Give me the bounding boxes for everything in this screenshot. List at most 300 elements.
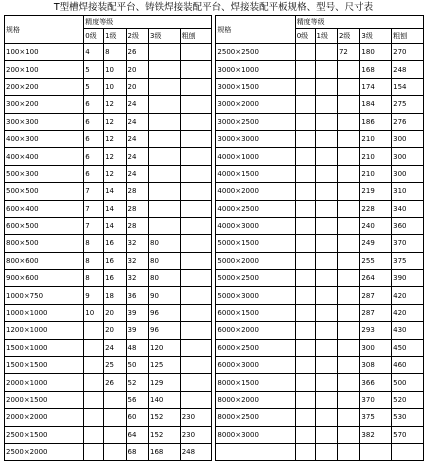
left-grade-2-cell: 24 (126, 148, 148, 165)
left-grade-3-cell (148, 130, 180, 147)
right-grade-1-cell (315, 165, 337, 182)
left-spec-cell: 600×400 (5, 200, 84, 217)
right-grade-3-cell: 308 (360, 357, 392, 374)
right-grade-2-cell (337, 409, 359, 426)
right-grade-3-cell: 255 (360, 252, 392, 269)
right-spec-cell: 5000×3000 (216, 287, 295, 304)
left-grade-0-cell (84, 426, 104, 443)
right-grade-0-cell (295, 270, 315, 287)
right-grade-2-cell (337, 252, 359, 269)
right-grade-3-cell: 249 (360, 235, 392, 252)
left-grade-3-cell (148, 200, 180, 217)
right-grade-3-cell: 186 (360, 113, 392, 130)
left-rough-planed-cell (180, 322, 212, 339)
right-grade-0-cell (295, 409, 315, 426)
left-grade-0-cell (84, 443, 104, 460)
left-grade-2-cell: 48 (126, 339, 148, 356)
table-row (5, 113, 424, 130)
right-spec-cell: 5000×2500 (216, 270, 295, 287)
left-grade-0-cell: 8 (84, 252, 104, 269)
left-spec-cell: 2000×2000 (5, 409, 84, 426)
right-rough-planed-cell: 520 (392, 391, 424, 408)
spec-header: 规格 (216, 16, 295, 44)
left-grade-0-cell: 8 (84, 235, 104, 252)
right-grade-0-cell (295, 183, 315, 200)
right-grade-1-cell (315, 357, 337, 374)
left-grade-1-cell: 10 (104, 78, 126, 95)
table-row (5, 391, 424, 408)
left-grade-2-cell: 24 (126, 96, 148, 113)
left-rough-planed-cell (180, 113, 212, 130)
left-spec-cell: 2500×1500 (5, 426, 84, 443)
table-row (5, 61, 424, 78)
table-row (5, 235, 424, 252)
left-spec-cell: 600×500 (5, 217, 84, 234)
right-rough-planed-cell (392, 443, 424, 460)
left-rough-planed-cell (180, 183, 212, 200)
table-row (5, 287, 424, 304)
right-grade-1-cell (315, 200, 337, 217)
grade-2-header: 2级 (126, 29, 148, 44)
right-spec-cell: 6000×3000 (216, 357, 295, 374)
right-rough-planed-cell: 300 (392, 130, 424, 147)
grade-0-header: 0级 (84, 29, 104, 44)
left-grade-3-cell (148, 165, 180, 182)
right-rough-planed-cell: 430 (392, 322, 424, 339)
left-grade-1-cell: 14 (104, 183, 126, 200)
left-rough-planed-cell (180, 61, 212, 78)
table-row (5, 44, 424, 61)
right-rough-planed-cell: 300 (392, 148, 424, 165)
table-row (5, 183, 424, 200)
right-grade-1-cell (315, 374, 337, 391)
left-spec-cell: 1200×1000 (5, 322, 84, 339)
left-grade-2-cell: 32 (126, 235, 148, 252)
left-grade-1-cell: 16 (104, 252, 126, 269)
left-rough-planed-cell (180, 200, 212, 217)
left-grade-0-cell: 7 (84, 200, 104, 217)
right-grade-3-cell: 300 (360, 339, 392, 356)
left-grade-3-cell (148, 96, 180, 113)
right-spec-cell: 3000×3000 (216, 130, 295, 147)
left-grade-1-cell: 20 (104, 304, 126, 321)
right-rough-planed-cell: 420 (392, 304, 424, 321)
left-grade-1-cell: 12 (104, 165, 126, 182)
right-rough-planed-cell: 420 (392, 287, 424, 304)
right-grade-2-cell (337, 287, 359, 304)
left-grade-0-cell (84, 409, 104, 426)
right-grade-3-cell (360, 443, 392, 460)
left-grade-0-cell: 6 (84, 113, 104, 130)
left-grade-2-cell: 24 (126, 130, 148, 147)
table-row (5, 200, 424, 217)
right-spec-cell: 5000×1500 (216, 235, 295, 252)
right-grade-1-cell (315, 426, 337, 443)
right-spec-cell: 2500×2500 (216, 44, 295, 61)
right-grade-0-cell (295, 78, 315, 95)
table-row (5, 357, 424, 374)
right-grade-2-cell (337, 200, 359, 217)
right-grade-0-cell (295, 426, 315, 443)
right-grade-2-cell (337, 391, 359, 408)
right-rough-planed-cell: 570 (392, 426, 424, 443)
left-rough-planed-cell (180, 252, 212, 269)
right-grade-3-cell: 219 (360, 183, 392, 200)
right-grade-0-cell (295, 113, 315, 130)
left-grade-3-cell: 125 (148, 357, 180, 374)
right-grade-1-cell (315, 183, 337, 200)
left-spec-cell: 900×600 (5, 270, 84, 287)
right-spec-cell: 6000×2500 (216, 339, 295, 356)
grade-header: 精度等级 (295, 16, 423, 29)
right-grade-2-cell (337, 183, 359, 200)
table-row (5, 426, 424, 443)
right-grade-0-cell (295, 165, 315, 182)
right-grade-2-cell (337, 78, 359, 95)
left-grade-2-cell: 50 (126, 357, 148, 374)
right-grade-0-cell (295, 304, 315, 321)
left-rough-planed-cell (180, 148, 212, 165)
right-rough-planed-cell: 275 (392, 96, 424, 113)
left-grade-1-cell: 12 (104, 130, 126, 147)
right-grade-3-cell: 210 (360, 165, 392, 182)
left-grade-1-cell: 14 (104, 200, 126, 217)
right-grade-3-cell: 210 (360, 148, 392, 165)
left-grade-1-cell (104, 426, 126, 443)
table-row (5, 322, 424, 339)
right-spec-cell: 3000×2500 (216, 113, 295, 130)
right-grade-1-cell (315, 322, 337, 339)
table-row (5, 165, 424, 182)
left-grade-0-cell: 5 (84, 78, 104, 95)
left-grade-1-cell: 20 (104, 322, 126, 339)
grade-1-header: 1级 (315, 29, 337, 44)
right-spec-cell: 4000×1500 (216, 165, 295, 182)
right-spec-cell: 3000×1000 (216, 61, 295, 78)
right-spec-cell: 4000×2500 (216, 200, 295, 217)
right-grade-3-cell: 174 (360, 78, 392, 95)
left-grade-2-cell: 64 (126, 426, 148, 443)
left-spec-cell: 500×500 (5, 183, 84, 200)
spec-table (4, 15, 424, 461)
left-rough-planed-cell (180, 96, 212, 113)
left-grade-2-cell: 60 (126, 409, 148, 426)
left-spec-cell: 2500×2000 (5, 443, 84, 460)
left-grade-3-cell: 80 (148, 252, 180, 269)
right-rough-planed-cell: 530 (392, 409, 424, 426)
right-grade-1-cell (315, 61, 337, 78)
table-row (5, 78, 424, 95)
left-spec-cell: 1500×1000 (5, 339, 84, 356)
table-row (5, 339, 424, 356)
left-spec-cell: 1000×750 (5, 287, 84, 304)
left-grade-1-cell: 12 (104, 96, 126, 113)
right-grade-0-cell (295, 61, 315, 78)
left-rough-planed-cell: 248 (180, 443, 212, 460)
right-grade-1-cell (315, 113, 337, 130)
left-spec-cell: 1000×1000 (5, 304, 84, 321)
table-row (5, 443, 424, 460)
left-grade-2-cell: 68 (126, 443, 148, 460)
left-grade-3-cell: 140 (148, 391, 180, 408)
left-spec-cell: 1500×1500 (5, 357, 84, 374)
left-grade-2-cell: 24 (126, 165, 148, 182)
right-grade-2-cell (337, 61, 359, 78)
right-rough-planed-cell: 500 (392, 374, 424, 391)
right-grade-3-cell: 287 (360, 304, 392, 321)
left-rough-planed-cell (180, 391, 212, 408)
right-grade-2-cell (337, 304, 359, 321)
left-rough-planed-cell (180, 235, 212, 252)
left-grade-3-cell: 80 (148, 270, 180, 287)
right-spec-cell: 6000×1500 (216, 304, 295, 321)
right-grade-2-cell (337, 130, 359, 147)
right-rough-planed-cell: 300 (392, 165, 424, 182)
grade-1-header: 1级 (104, 29, 126, 44)
left-grade-3-cell: 129 (148, 374, 180, 391)
right-grade-0-cell (295, 96, 315, 113)
right-spec-cell: 8000×1500 (216, 374, 295, 391)
left-grade-2-cell: 20 (126, 61, 148, 78)
left-grade-3-cell: 90 (148, 287, 180, 304)
right-grade-3-cell: 293 (360, 322, 392, 339)
right-grade-1-cell (315, 44, 337, 61)
right-grade-0-cell (295, 217, 315, 234)
right-rough-planed-cell: 276 (392, 113, 424, 130)
left-rough-planed-cell (180, 339, 212, 356)
table-row (5, 270, 424, 287)
table-row (5, 148, 424, 165)
left-grade-1-cell: 25 (104, 357, 126, 374)
spec-header: 规格 (5, 16, 84, 44)
right-grade-3-cell: 228 (360, 200, 392, 217)
left-grade-0-cell: 6 (84, 96, 104, 113)
left-grade-0-cell (84, 391, 104, 408)
left-grade-2-cell: 28 (126, 183, 148, 200)
left-grade-2-cell: 56 (126, 391, 148, 408)
left-spec-cell: 800×600 (5, 252, 84, 269)
right-grade-2-cell (337, 339, 359, 356)
right-grade-0-cell (295, 235, 315, 252)
right-rough-planed-cell: 375 (392, 252, 424, 269)
right-grade-0-cell (295, 200, 315, 217)
right-spec-cell: 8000×3000 (216, 426, 295, 443)
left-rough-planed-cell (180, 165, 212, 182)
left-grade-3-cell (148, 44, 180, 61)
right-grade-1-cell (315, 339, 337, 356)
table-row (5, 252, 424, 269)
right-spec-cell: 4000×3000 (216, 217, 295, 234)
right-grade-1-cell (315, 443, 337, 460)
right-grade-2-cell (337, 374, 359, 391)
right-grade-1-cell (315, 409, 337, 426)
right-rough-planed-cell: 340 (392, 200, 424, 217)
right-grade-3-cell: 180 (360, 44, 392, 61)
right-grade-0-cell (295, 339, 315, 356)
left-grade-1-cell: 24 (104, 339, 126, 356)
right-rough-planed-cell: 310 (392, 183, 424, 200)
page-title: T型槽焊接装配平台、铸铁焊接装配平台、焊接装配平板规格、型号、尺寸表 (53, 2, 374, 13)
left-grade-3-cell (148, 113, 180, 130)
left-grade-2-cell: 24 (126, 113, 148, 130)
left-rough-planed-cell (180, 270, 212, 287)
left-spec-cell: 400×300 (5, 130, 84, 147)
grade-header: 精度等级 (84, 16, 212, 29)
right-grade-1-cell (315, 148, 337, 165)
table-row (5, 409, 424, 426)
right-spec-cell: 8000×2500 (216, 409, 295, 426)
right-spec-cell: 6000×2000 (216, 322, 295, 339)
rough-planed-header: 粗刨 (180, 29, 212, 44)
left-rough-planed-cell (180, 287, 212, 304)
right-grade-0-cell (295, 252, 315, 269)
left-grade-0-cell (84, 357, 104, 374)
right-grade-1-cell (315, 252, 337, 269)
right-grade-0-cell (295, 287, 315, 304)
right-grade-2-cell (337, 217, 359, 234)
right-grade-1-cell (315, 235, 337, 252)
left-grade-3-cell: 80 (148, 235, 180, 252)
left-spec-cell: 500×300 (5, 165, 84, 182)
right-grade-1-cell (315, 304, 337, 321)
right-grade-3-cell: 184 (360, 96, 392, 113)
right-grade-0-cell (295, 357, 315, 374)
left-grade-3-cell (148, 78, 180, 95)
right-grade-2-cell (337, 165, 359, 182)
right-rough-planed-cell: 450 (392, 339, 424, 356)
right-rough-planed-cell: 360 (392, 217, 424, 234)
left-grade-0-cell (84, 322, 104, 339)
left-grade-2-cell: 32 (126, 270, 148, 287)
right-spec-cell: 3000×2000 (216, 96, 295, 113)
right-grade-3-cell: 375 (360, 409, 392, 426)
right-rough-planed-cell: 370 (392, 235, 424, 252)
left-grade-1-cell: 12 (104, 113, 126, 130)
left-rough-planed-cell (180, 130, 212, 147)
left-grade-1-cell (104, 391, 126, 408)
left-spec-cell: 200×100 (5, 61, 84, 78)
left-grade-1-cell: 18 (104, 287, 126, 304)
left-rough-planed-cell (180, 44, 212, 61)
left-grade-0-cell: 7 (84, 183, 104, 200)
right-spec-cell: 4000×2000 (216, 183, 295, 200)
left-grade-3-cell: 96 (148, 304, 180, 321)
right-spec-cell: 3000×1500 (216, 78, 295, 95)
left-grade-1-cell: 8 (104, 44, 126, 61)
right-grade-3-cell: 210 (360, 130, 392, 147)
table-row (5, 217, 424, 234)
left-grade-2-cell: 52 (126, 374, 148, 391)
right-grade-1-cell (315, 287, 337, 304)
right-spec-cell (216, 443, 295, 460)
table-row (5, 130, 424, 147)
right-grade-3-cell: 240 (360, 217, 392, 234)
left-grade-2-cell: 28 (126, 200, 148, 217)
left-grade-2-cell: 32 (126, 252, 148, 269)
left-rough-planed-cell (180, 78, 212, 95)
right-grade-2-cell (337, 443, 359, 460)
right-grade-2-cell (337, 113, 359, 130)
left-grade-0-cell: 6 (84, 130, 104, 147)
left-grade-0-cell: 8 (84, 270, 104, 287)
left-grade-1-cell: 14 (104, 217, 126, 234)
left-grade-1-cell: 16 (104, 270, 126, 287)
left-grade-3-cell (148, 217, 180, 234)
right-grade-3-cell: 287 (360, 287, 392, 304)
right-grade-2-cell (337, 235, 359, 252)
right-grade-1-cell (315, 270, 337, 287)
grade-0-header: 0级 (295, 29, 315, 44)
left-spec-cell: 400×400 (5, 148, 84, 165)
left-spec-cell: 300×300 (5, 113, 84, 130)
right-rough-planed-cell: 154 (392, 78, 424, 95)
right-spec-cell: 4000×1000 (216, 148, 295, 165)
left-grade-2-cell: 39 (126, 304, 148, 321)
spec-table-body (5, 44, 424, 461)
right-grade-2-cell (337, 148, 359, 165)
left-grade-0-cell: 10 (84, 304, 104, 321)
left-rough-planed-cell: 230 (180, 409, 212, 426)
left-grade-1-cell: 26 (104, 374, 126, 391)
right-grade-1-cell (315, 217, 337, 234)
left-rough-planed-cell (180, 304, 212, 321)
left-grade-3-cell: 152 (148, 409, 180, 426)
right-grade-2-cell (337, 96, 359, 113)
left-grade-2-cell: 36 (126, 287, 148, 304)
right-grade-3-cell: 264 (360, 270, 392, 287)
right-grade-2-cell (337, 357, 359, 374)
right-grade-0-cell (295, 374, 315, 391)
right-grade-3-cell: 366 (360, 374, 392, 391)
left-grade-0-cell: 7 (84, 217, 104, 234)
table-row (5, 374, 424, 391)
left-spec-cell: 2000×1000 (5, 374, 84, 391)
right-grade-0-cell (295, 443, 315, 460)
left-grade-3-cell: 152 (148, 426, 180, 443)
left-spec-cell: 100×100 (5, 44, 84, 61)
right-grade-1-cell (315, 130, 337, 147)
left-rough-planed-cell: 230 (180, 426, 212, 443)
right-grade-3-cell: 168 (360, 61, 392, 78)
right-rough-planed-cell: 460 (392, 357, 424, 374)
left-grade-0-cell: 9 (84, 287, 104, 304)
right-grade-2-cell (337, 426, 359, 443)
right-grade-0-cell (295, 322, 315, 339)
left-grade-1-cell (104, 443, 126, 460)
right-rough-planed-cell: 390 (392, 270, 424, 287)
right-rough-planed-cell: 270 (392, 44, 424, 61)
left-rough-planed-cell (180, 374, 212, 391)
left-grade-1-cell (104, 409, 126, 426)
right-grade-0-cell (295, 44, 315, 61)
rough-planed-header: 粗刨 (392, 29, 424, 44)
right-grade-3-cell: 370 (360, 391, 392, 408)
right-grade-2-cell (337, 322, 359, 339)
left-grade-2-cell: 39 (126, 322, 148, 339)
right-grade-1-cell (315, 96, 337, 113)
left-spec-cell: 2000×1500 (5, 391, 84, 408)
left-rough-planed-cell (180, 217, 212, 234)
left-grade-3-cell: 168 (148, 443, 180, 460)
right-grade-0-cell (295, 130, 315, 147)
left-rough-planed-cell (180, 357, 212, 374)
table-row (5, 96, 424, 113)
left-spec-cell: 800×500 (5, 235, 84, 252)
left-grade-1-cell: 10 (104, 61, 126, 78)
grade-2-header: 2级 (337, 29, 359, 44)
right-grade-1-cell (315, 391, 337, 408)
left-grade-3-cell: 96 (148, 322, 180, 339)
